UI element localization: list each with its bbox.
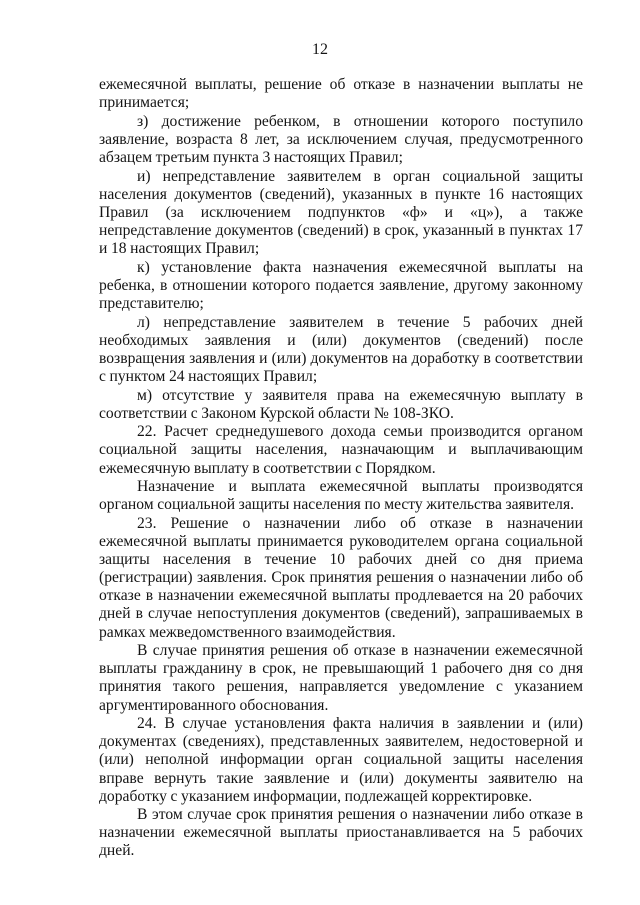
subitem-i: и) непредставление заявителем в орган социальной защиты населения документов (сведений), указанных в пункте 16 настоящих Правил (за исключением подпунктов «ф» и «ц»), а также непредставление документов (сведений) в срок, указанный в пунктах 17 и 18 настоящих Правил; [99, 167, 583, 258]
clause-24-paragraph-2: В этом случае срок принятия решения о назначении либо отказе в назначении ежемесячной выплаты приостанавливается на 5 рабочих дней. [99, 806, 583, 860]
clause-24: 24. В случае установления факта наличия в заявлении и (или) документах (сведениях), представленных заявителем, недостоверной и (или) неполной информации орган социальной защиты населения вправе вернуть такие заявление и (или) документы заявителю на доработку с указанием информации, подлежащей корректировке. [99, 715, 583, 805]
subitem-k: к) установление факта назначения ежемесячной выплаты на ребенка, в отношении которого подается заявление, другому законному представителю; [99, 258, 583, 312]
clause-22-paragraph-2: Назначение и выплата ежемесячной выплаты производятся органом социальной защиты населения по месту жительства заявителя. [99, 478, 583, 514]
subitem-l: л) непредставление заявителем в течение 5 рабочих дней необходимых заявления и (или) документов (сведений) после возвращения заявления и (или) документов на доработку в соответствии с пунктом 24 настоящих Правил; [99, 313, 583, 385]
paragraph-continuation: ежемесячной выплаты, решение об отказе в назначении выплаты не принимается; [99, 76, 583, 112]
subitem-m: м) отсутствие у заявителя права на ежемесячную выплату в соответствии с Законом Курской области № 108-ЗКО. [99, 386, 583, 422]
clause-23-paragraph-2: В случае принятия решения об отказе в назначении ежемесячной выплаты гражданину в срок, не превышающий 1 рабочего дня со дня принятия такого решения, направляется уведомление с указанием аргументированного обоснования. [99, 642, 583, 714]
clause-23: 23. Решение о назначении либо об отказе в назначении ежемесячной выплаты принимается руководителем органа социальной защиты населения в течение 10 рабочих дней со дня приема (регистрации) заявления. Срок принятия решения о назначении либо об отказе в назначении ежемесячной выплаты продлевается на 20 рабочих дней в случае непоступления документов (сведений), запрашиваемых в рамках межведомственного взаимодействия. [99, 515, 583, 641]
clause-22: 22. Расчет среднедушевого дохода семьи производится органом социальной защиты населения, назначающим и выплачивающим ежемесячную выплату в соответствии с Порядком. [99, 423, 583, 477]
subitem-z: з) достижение ребенком, в отношении которого поступило заявление, возраста 8 лет, за исключением случая, предусмотренного абзацем третьим пункта 3 настоящих Правил; [99, 112, 583, 166]
page-number: 12 [312, 41, 328, 58]
document-body [99, 76, 583, 861]
